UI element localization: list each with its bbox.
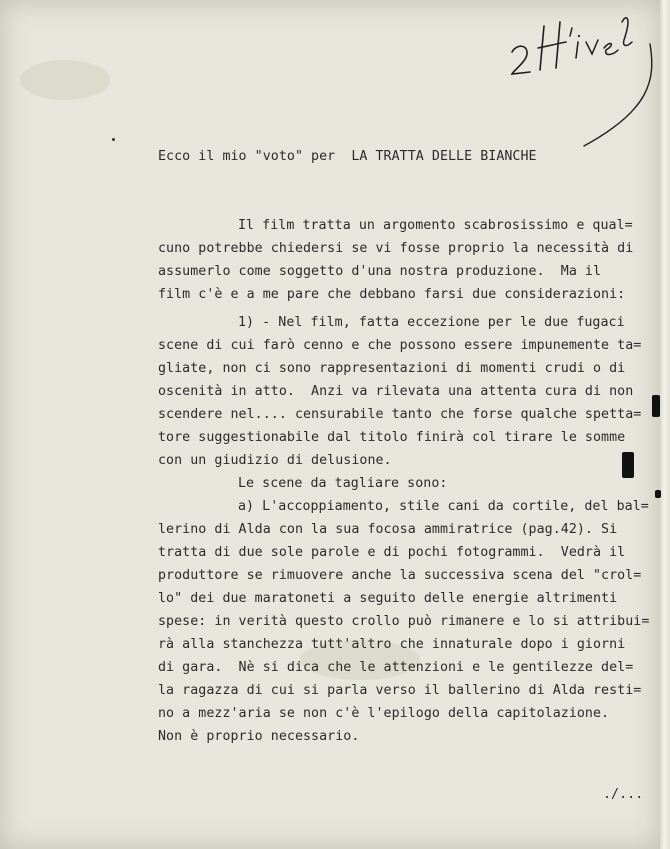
text-line: oscenità in atto. Anzi va rilevata una attenta cura di non [158, 384, 634, 399]
text-line: produttore se rimuovere anche la successiva scena del "crol= [158, 568, 642, 583]
text-line: assumerlo come soggetto d'una nostra produzione. Ma il [158, 264, 602, 279]
punch-hole [655, 490, 661, 498]
text-line: film c'è e a me pare che debbano farsi due considerazioni: [158, 287, 626, 302]
text-line: Le scene da tagliare sono: [238, 476, 448, 491]
text-line: spese: in verità questo crollo può rimanere e lo si attribui= [158, 614, 650, 629]
text-line: di gara. Nè si dica che le attenzioni e le gentilezze del= [158, 660, 634, 675]
ink-dot [112, 138, 115, 141]
text-line: Non è proprio necessario. [158, 729, 360, 744]
text-line: tratta di due sole parole e di pochi fotogrammi. Vedrà il [158, 545, 626, 560]
page-edge [660, 0, 670, 849]
text-line: scene di cui farò cenno e che possono essere impunemente ta= [158, 338, 642, 353]
text-line: la ragazza di cui si parla verso il ballerino di Alda resti= [158, 683, 642, 698]
text-line: tore suggestionabile dal titolo finirà col tirare le somme [158, 430, 626, 445]
text-line: scendere nel.... censurabile tanto che forse qualche spetta= [158, 407, 642, 422]
text-line: gliate, non ci sono rappresentazioni di momenti crudi o di [158, 361, 626, 376]
text-line: Il film tratta un argomento scabrosissimo e qual= [238, 218, 633, 233]
text-line: 1) - Nel film, fatta eccezione per le due fugaci [238, 315, 625, 330]
text-line: con un giudizio di delusione. [158, 453, 392, 468]
document-heading: Ecco il mio "voto" per LA TRATTA DELLE BIANCHE [158, 149, 537, 164]
text-line: lo" dei due maratoneti a seguito delle energie altrimenti [158, 591, 618, 606]
text-line: lerino di Alda con la sua focosa ammiratrice (pag.42). Si [158, 522, 618, 537]
text-line: cuno potrebbe chiedersi se vi fosse proprio la necessità di [158, 241, 634, 256]
paper-stain [20, 60, 110, 100]
punch-hole [652, 395, 660, 417]
text-line: no a mezz'aria se non c'è l'epilogo della capitolazione. [158, 706, 610, 721]
text-line: rà alla stanchezza tutt'altro che innaturale dopo i giorni [158, 637, 626, 652]
punch-hole [622, 452, 634, 478]
handwritten-annotation [500, 0, 660, 150]
text-line: a) L'accoppiamento, stile cani da cortile, del bal= [238, 499, 649, 514]
continuation-mark: ./... [603, 787, 644, 802]
